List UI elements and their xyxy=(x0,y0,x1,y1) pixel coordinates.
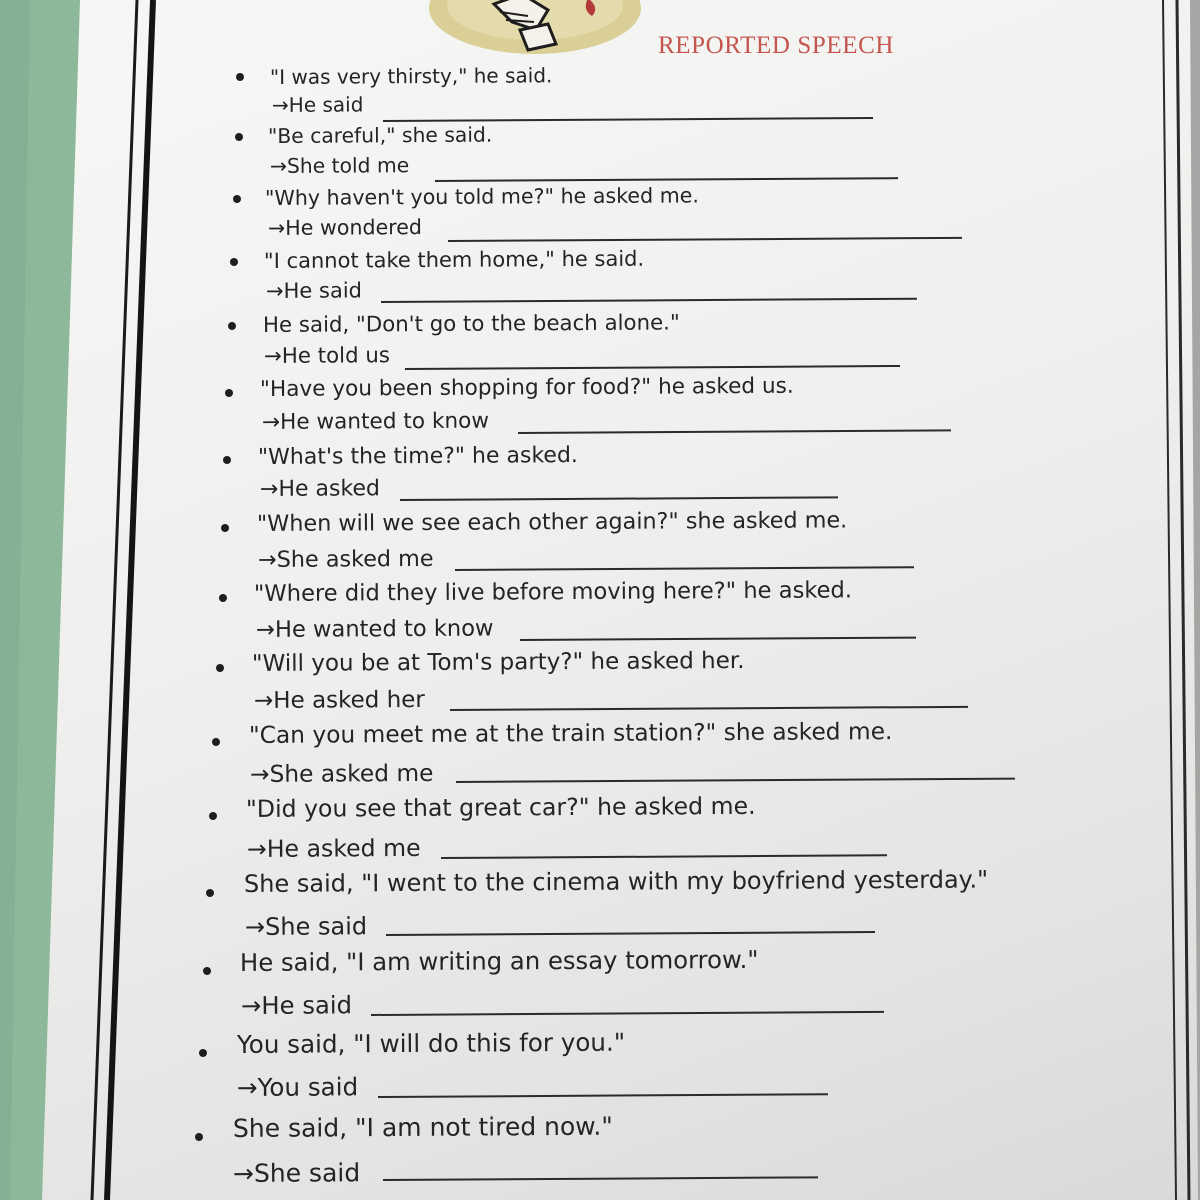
direct-speech-sentence: "When will we see each other again?" she asked me. xyxy=(256,507,848,538)
bullet-icon xyxy=(219,594,227,602)
bullet-icon xyxy=(212,738,220,746)
reported-speech-stem: →He asked xyxy=(259,476,380,503)
bullet-icon xyxy=(203,967,211,975)
reported-speech-stem: →He wanted to know xyxy=(255,615,494,643)
bullet-icon xyxy=(209,812,217,820)
bullet-icon xyxy=(221,524,229,532)
direct-speech-sentence: "Can you meet me at the train station?" she asked me. xyxy=(248,718,893,750)
reported-speech-stem: →He wondered xyxy=(267,215,423,241)
direct-speech-sentence: "Why haven't you told me?" he asked me. xyxy=(264,183,700,211)
direct-speech-sentence: He said, "I am writing an essay tomorrow." xyxy=(239,944,759,977)
bullet-icon xyxy=(228,322,236,330)
reported-speech-stem: →You said xyxy=(236,1071,359,1102)
reported-speech-stem: →She asked me xyxy=(249,760,434,789)
direct-speech-sentence: She said, "I went to the cinema with my boyfriend yesterday." xyxy=(243,865,989,899)
bullet-icon xyxy=(233,195,241,203)
direct-speech-sentence: "Where did they live before moving here?" he asked. xyxy=(253,577,853,607)
clipart-illustration-icon xyxy=(429,0,641,54)
bullet-icon xyxy=(235,133,243,141)
bullet-icon xyxy=(225,389,233,397)
reported-speech-stem: →He said xyxy=(265,278,363,303)
bullet-icon xyxy=(236,73,244,81)
direct-speech-sentence: "Will you be at Tom's party?" he asked her. xyxy=(251,647,745,677)
bullet-icon xyxy=(206,889,214,897)
reported-speech-stem: →He asked her xyxy=(253,686,425,714)
direct-speech-sentence: "Have you been shopping for food?" he asked us. xyxy=(259,374,794,403)
bullet-icon xyxy=(199,1049,207,1057)
bullet-icon xyxy=(223,456,231,464)
reported-speech-stem: →She asked me xyxy=(257,545,434,574)
right-border-line xyxy=(1177,0,1189,1200)
direct-speech-sentence: "Be careful," she said. xyxy=(267,122,493,149)
direct-speech-sentence: You said, "I will do this for you." xyxy=(236,1027,626,1059)
direct-speech-sentence: "What's the time?" he asked. xyxy=(257,443,578,471)
right-border-line xyxy=(1163,0,1176,1200)
reported-speech-stem: →He asked me xyxy=(246,834,421,864)
reported-speech-stem: →He said xyxy=(240,990,353,1020)
direct-speech-sentence: He said, "Don't go to the beach alone." xyxy=(262,310,680,338)
direct-speech-sentence: "I was very thirsty," he said. xyxy=(269,63,553,90)
reported-speech-stem: →He wanted to know xyxy=(261,409,490,436)
direct-speech-sentence: She said, "I am not tired now." xyxy=(232,1111,613,1143)
direct-speech-sentence: "I cannot take them home," he said. xyxy=(263,246,645,273)
direct-speech-sentence: "Did you see that great car?" he asked me. xyxy=(245,792,756,824)
bullet-icon xyxy=(195,1133,203,1141)
reported-speech-stem: →He told us xyxy=(263,342,390,369)
reported-speech-stem: →She said xyxy=(232,1157,361,1188)
bullet-icon xyxy=(216,664,224,672)
reported-speech-stem: →He said xyxy=(271,92,364,118)
page-title: REPORTED SPEECH xyxy=(658,32,895,59)
reported-speech-stem: →She told me xyxy=(269,153,410,179)
reported-speech-stem: →She said xyxy=(244,912,368,942)
bullet-icon xyxy=(230,258,238,266)
